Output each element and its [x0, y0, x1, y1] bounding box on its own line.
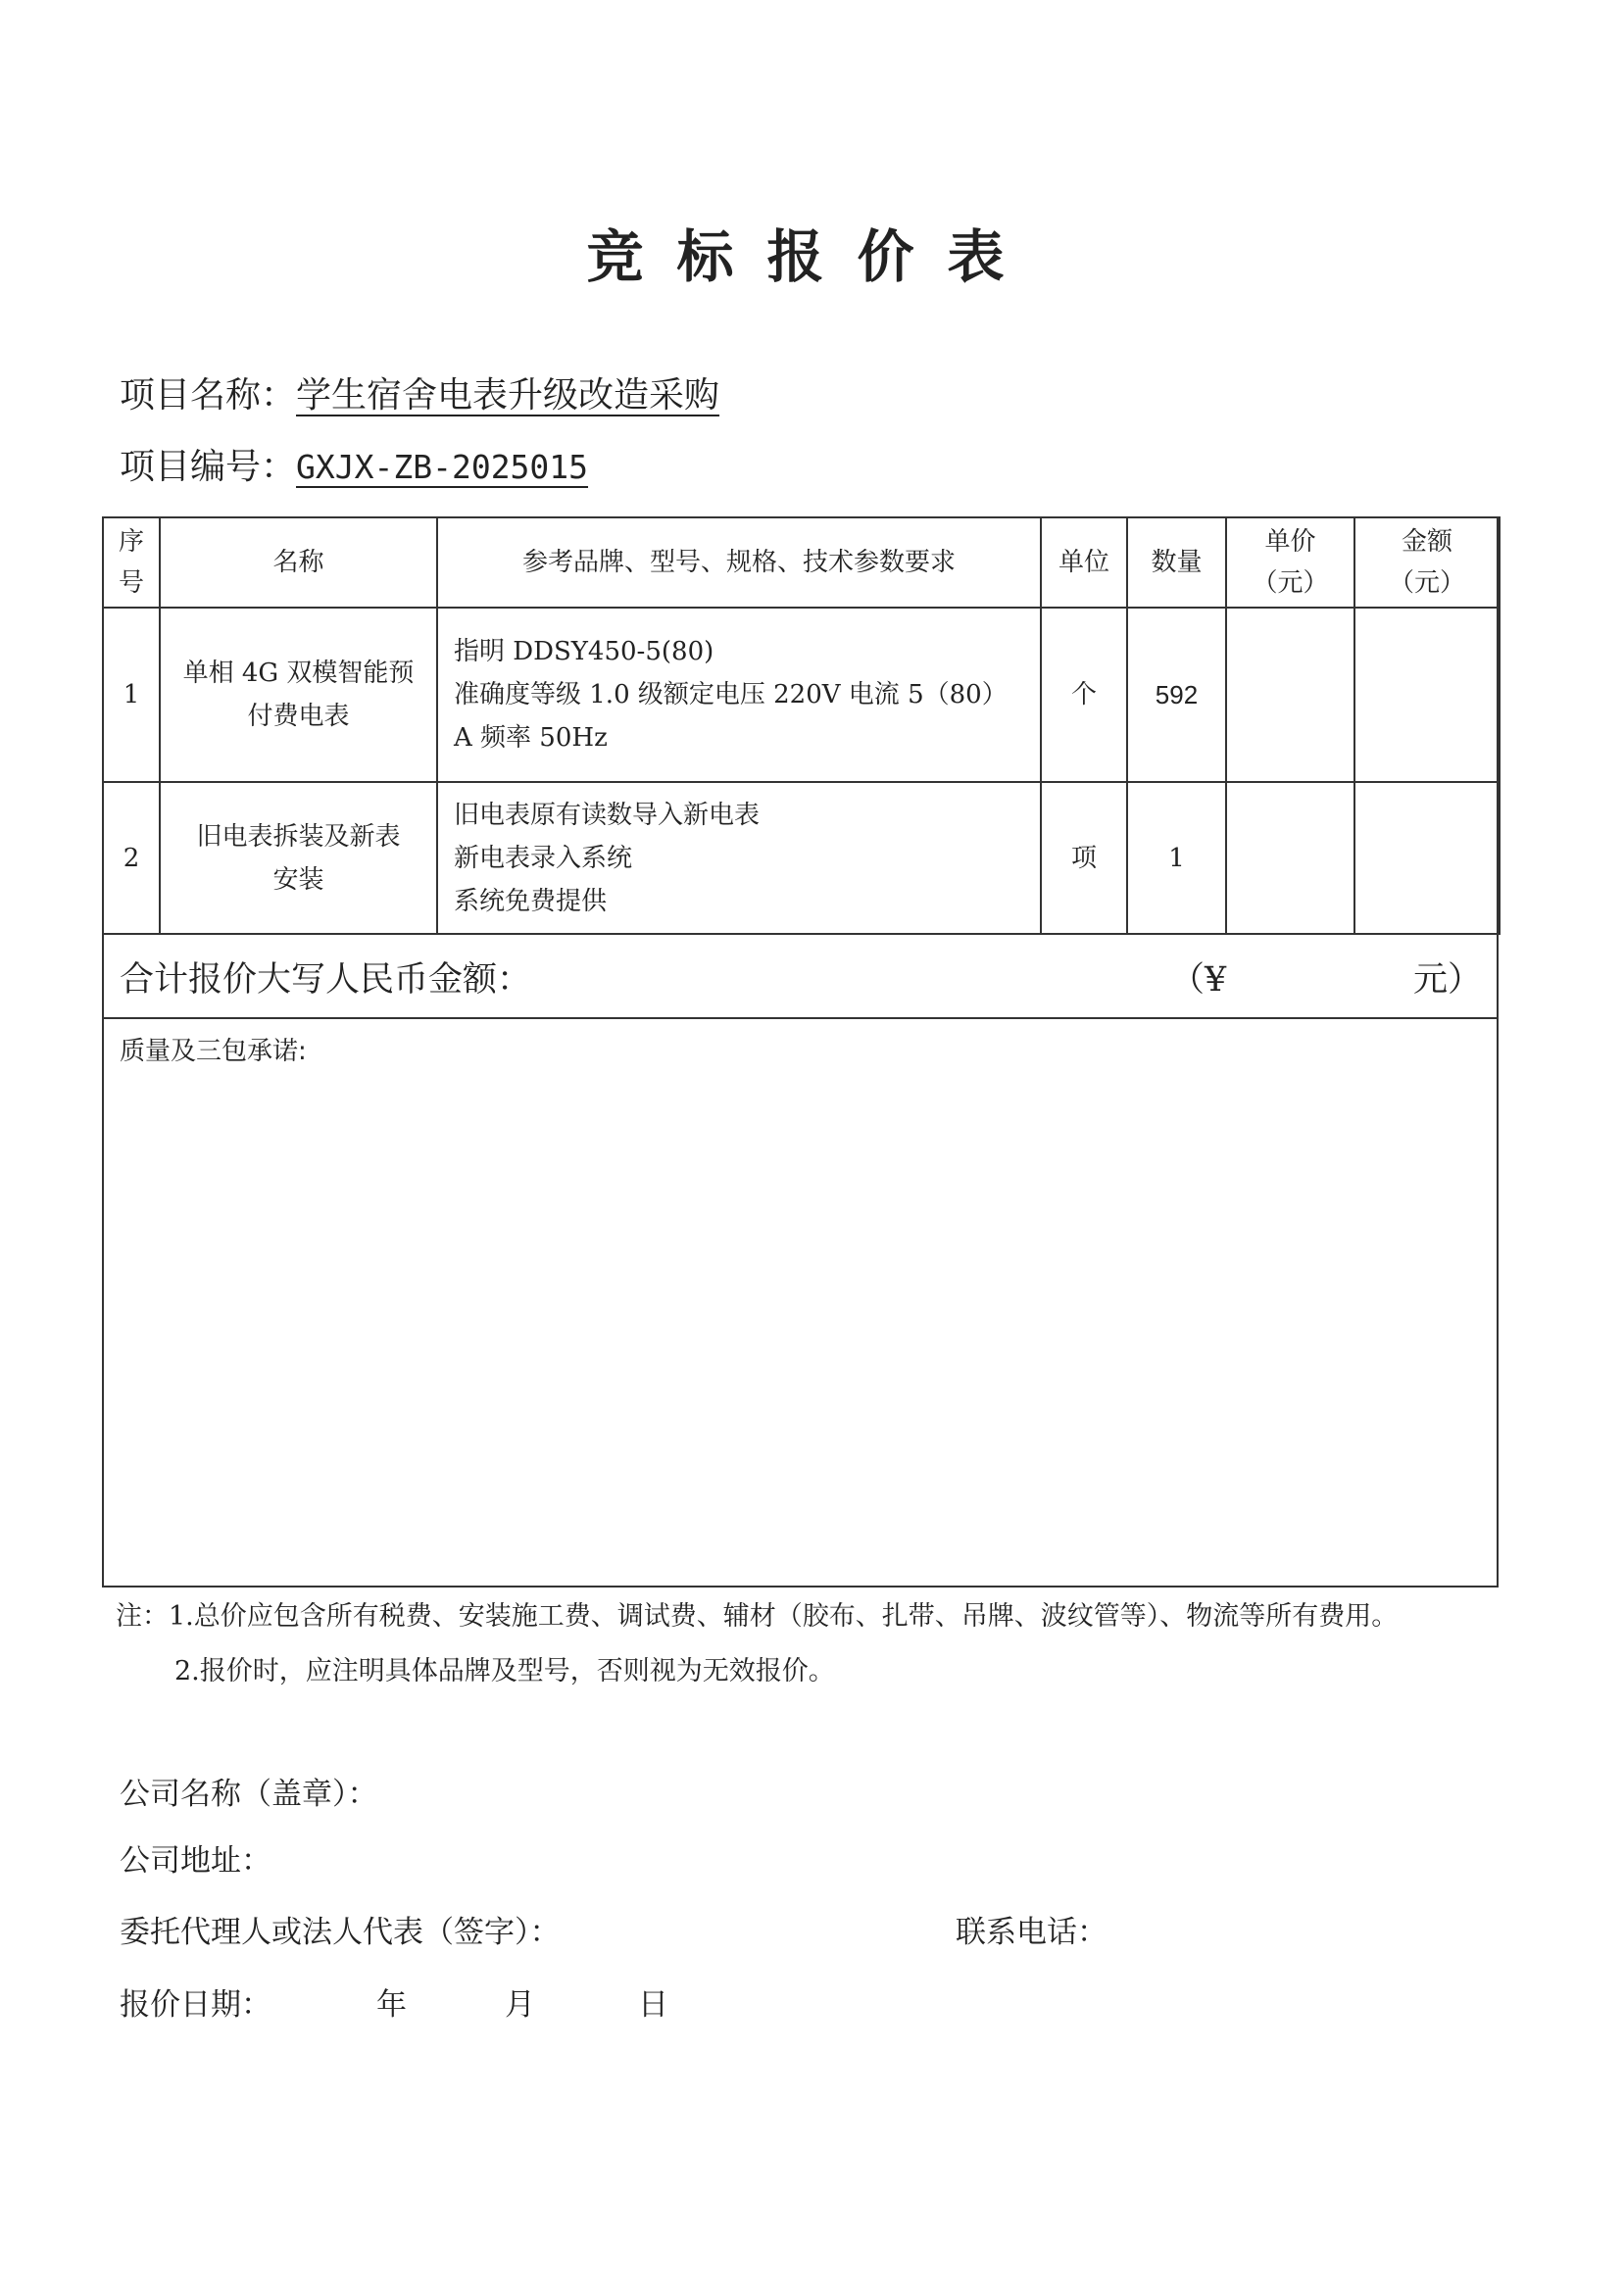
total-yuan: 元） [1413, 960, 1483, 1000]
page-title: 竞标报价表 [586, 223, 1038, 290]
cell-seq: 1 [103, 608, 160, 782]
total-yen: （¥ [1170, 960, 1227, 1000]
header-amount: 金额 （元） [1354, 517, 1500, 608]
header-spec: 参考品牌、型号、规格、技术参数要求 [437, 517, 1041, 608]
cell-qty: 592 [1127, 608, 1226, 782]
cell-price[interactable] [1226, 608, 1354, 782]
date-year: 年 [376, 1987, 407, 2023]
project-name-label: 项目名称： [120, 375, 297, 415]
company-address-field: 公司地址： [120, 1843, 271, 1879]
cell-amount[interactable] [1354, 608, 1500, 782]
date-label: 报价日期： [120, 1987, 271, 2023]
company-name-field: 公司名称（盖章）： [120, 1777, 378, 1812]
date-day: 日 [638, 1987, 668, 2023]
table-row [103, 608, 1500, 782]
header-seq: 序 号 [103, 517, 160, 608]
header-qty: 数量 [1127, 517, 1226, 608]
table-header-row [103, 517, 1500, 608]
total-label: 合计报价大写人民币金额： [120, 960, 532, 1000]
cell-name: 单相 4G 双模智能预 付费电表 [160, 608, 437, 782]
project-code-line [120, 439, 588, 489]
quote-date-field [120, 1979, 668, 2024]
cell-spec: 旧电表原有读数导入新电表 新电表录入系统 系统免费提供 [437, 782, 1041, 934]
commitment-label: 质量及三包承诺: [120, 1037, 307, 1066]
header-name: 名称 [160, 517, 437, 608]
note-2: 2.报价时，应注明具体品牌及型号，否则视为无效报价。 [174, 1656, 835, 1686]
cell-amount[interactable] [1354, 782, 1500, 934]
cell-spec: 指明 DDSY450-5(80) 准确度等级 1.0 级额定电压 220V 电流 5（80） A 频率 50Hz [437, 608, 1041, 782]
project-name-value: 学生宿舍电表升级改造采购 [296, 375, 720, 415]
agent-signature-field: 委托代理人或法人代表（签字）： [120, 1915, 561, 1950]
cell-qty: 1 [1127, 782, 1226, 934]
cell-seq: 2 [103, 782, 160, 934]
cell-unit: 项 [1041, 782, 1127, 934]
cell-unit: 个 [1041, 608, 1127, 782]
quote-table [102, 516, 1501, 935]
cell-price[interactable] [1226, 782, 1354, 934]
header-unit: 单位 [1041, 517, 1127, 608]
project-name-line [120, 367, 719, 417]
project-code-value: GXJX-ZB-2025015 [296, 448, 589, 486]
phone-field: 联系电话： [956, 1915, 1107, 1950]
note-1: 注：1.总价应包含所有税费、安装施工费、调试费、辅材（胶布、扎带、吊牌、波纹管等）、物流等所有费用。 [116, 1601, 1399, 1632]
date-month: 月 [505, 1987, 535, 2023]
header-price: 单价 （元） [1226, 517, 1354, 608]
notes [116, 1595, 1498, 1693]
table-row [103, 782, 1500, 934]
project-code-label: 项目编号： [120, 447, 297, 487]
cell-name: 旧电表拆装及新表 安装 [160, 782, 437, 934]
total-row [102, 936, 1499, 1019]
